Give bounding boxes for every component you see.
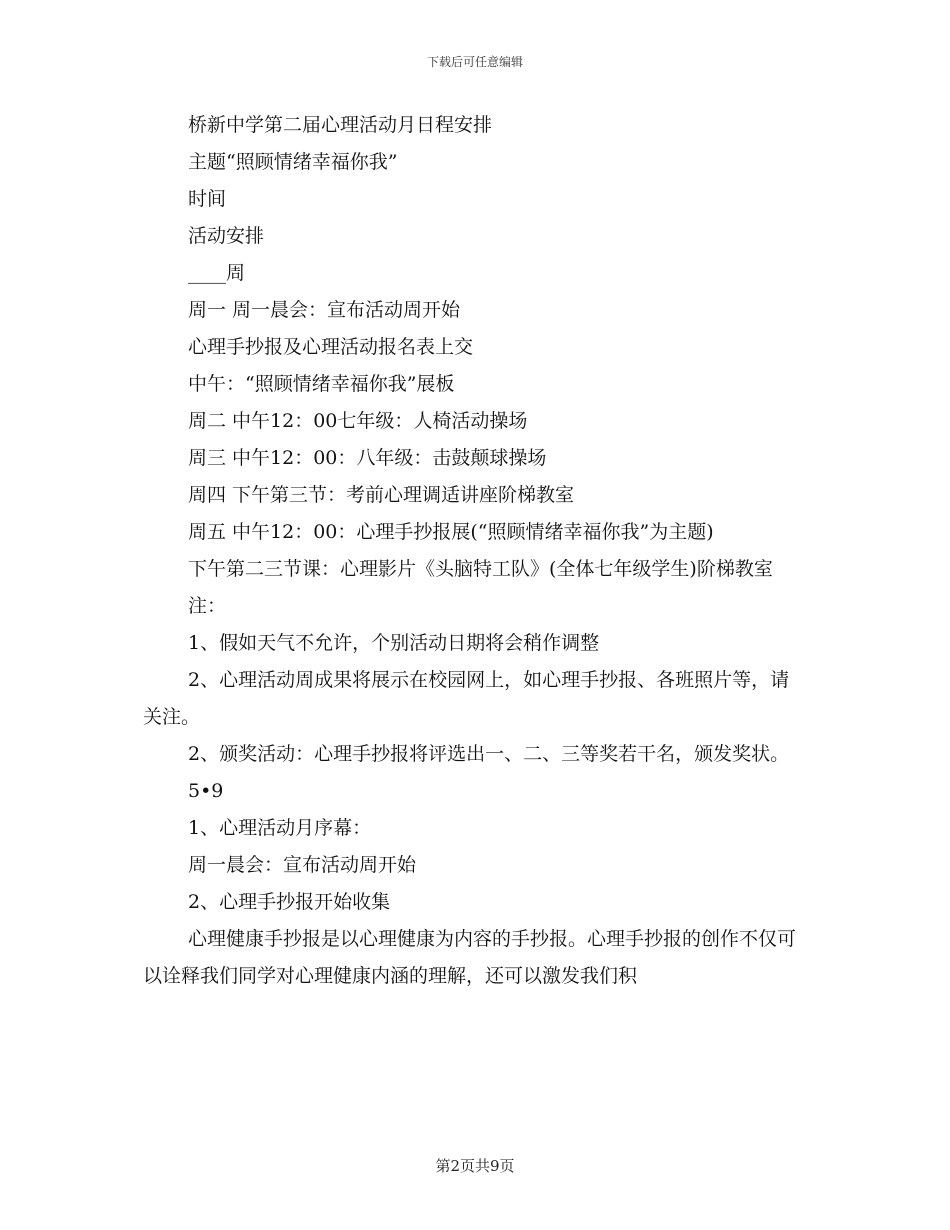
note-item-2: 2、心理活动周成果将展示在校园网上，如心理手抄报、各班照片等，请关注。 [143, 669, 790, 728]
monday-line: 周一 周一晨会：宣布活动周开始 [188, 299, 461, 321]
body-paragraph: 心理健康手抄报是以心理健康为内容的手抄报。心理手抄报的创作不仅可以诠释我们同学对心理健康内涵的理解，还可以激发我们积 [143, 928, 797, 987]
friday-line: 周五 中午12：00：心理手抄报展(“照顾情绪幸福你我”为主题) [188, 521, 714, 543]
week-line: ____周 [188, 262, 246, 284]
tuesday-line: 周二 中午12：00七年级：人椅活动操场 [188, 410, 528, 432]
note-item-1: 1、假如天气不允许，个别活动日期将会稍作调整 [188, 632, 600, 654]
schedule-label: 活动安排 [188, 225, 265, 247]
monday-sub-1: 心理手抄报及心理活动报名表上交 [188, 336, 474, 358]
document-body [143, 107, 808, 995]
monday-sub-2: 中午：“照顾情绪幸福你我”展板 [188, 373, 455, 395]
thursday-line: 周四 下午第三节：考前心理调适讲座阶梯教室 [188, 484, 575, 506]
date-line: 5•9 [188, 780, 224, 802]
doc-title: 桥新中学第二届心理活动月日程安排 [188, 114, 493, 136]
note-item-3: 2、颁奖活动：心理手抄报将评选出一、二、三等奖若干名，颁发奖状。 [188, 743, 790, 765]
friday-sub: 下午第二三节课：心理影片《头脑特工队》(全体七年级学生)阶梯教室 [188, 558, 773, 580]
item-collection: 2、心理手抄报开始收集 [188, 891, 391, 913]
theme-line: 主题“照顾情绪幸福你我” [188, 151, 398, 173]
page-footer: 第2页共9页 [435, 1157, 515, 1175]
page-header: 下载后可任意编辑 [426, 55, 523, 69]
item-opening: 1、心理活动月序幕： [188, 817, 372, 839]
time-label: 时间 [188, 188, 227, 210]
wednesday-line: 周三 中午12：00：八年级：击鼓颠球操场 [188, 447, 547, 469]
note-label: 注： [188, 595, 227, 617]
item-monday-meeting: 周一晨会：宣布活动周开始 [188, 854, 417, 876]
